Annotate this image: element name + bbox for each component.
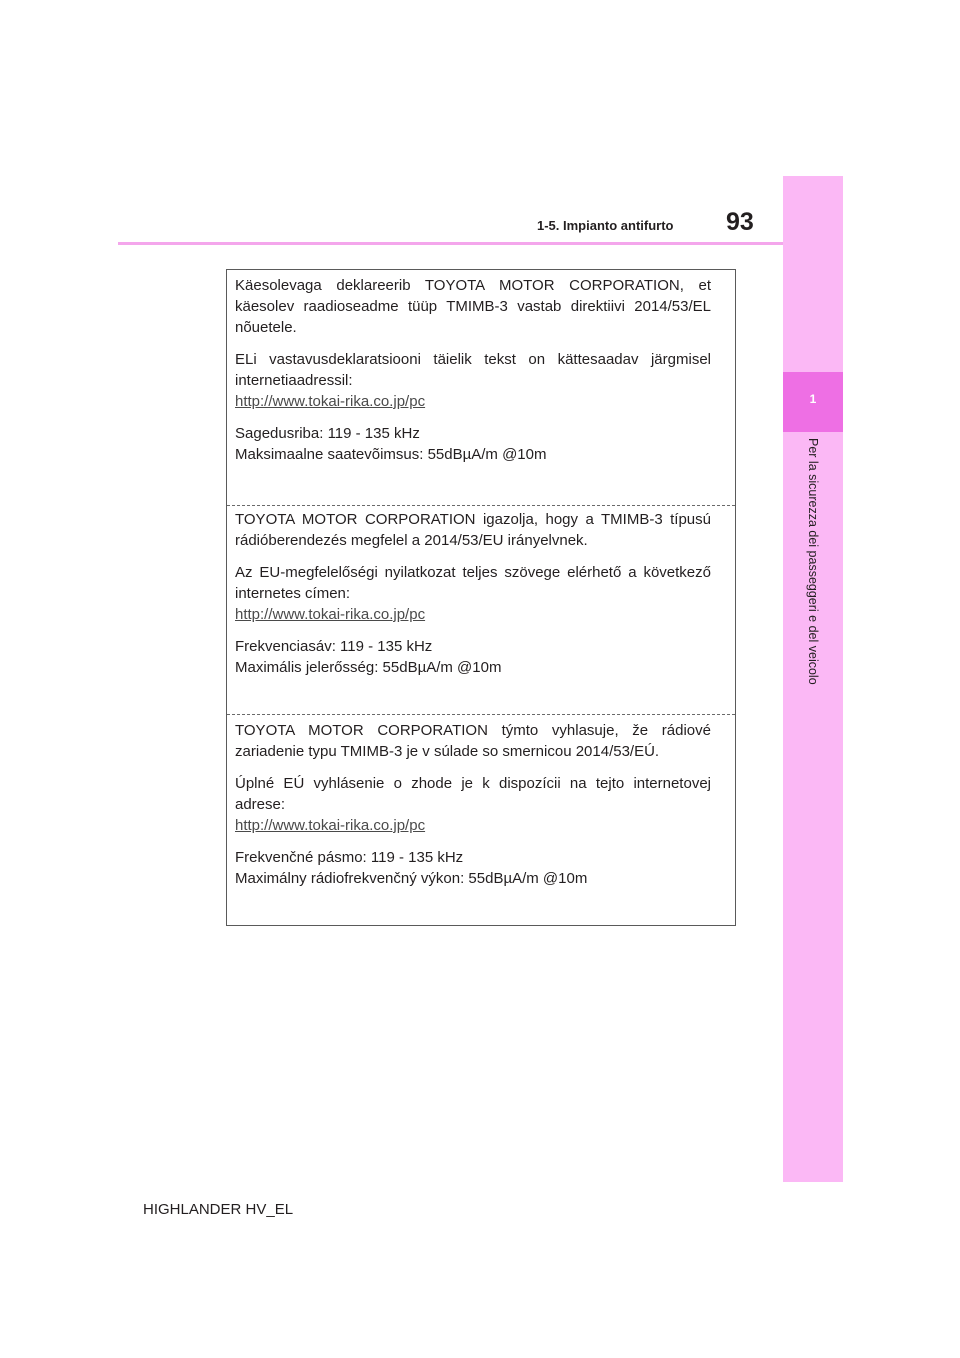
declaration-estonian [227,270,735,506]
declaration-intro: TOYOTA MOTOR CORPORATION igazolja, hogy a TMIMB-3 típusú rádióberendezés megfelel a 2014/53/EU irányelvnek. [235,511,711,549]
max-power: Maksimaalne saatevõimsus: 55dBµA/m @10m [235,446,547,463]
declaration-intro: TOYOTA MOTOR CORPORATION týmto vyhlasuje, že rádiové zariadenie typu TMIMB-3 je v súlade so smernicou 2014/53/EÚ. [235,722,711,760]
frequency-band: Sagedusriba: 119 - 135 kHz [235,425,420,442]
declaration-hungarian [227,506,735,715]
declaration-availability: Az EU-megfelelőségi nyilatkozat teljes szövege elérhető a következő internetes címen: [235,564,711,602]
section-title: 1-5. Impianto antifurto [537,218,674,233]
max-power: Maximálny rádiofrekvenčný výkon: 55dBµA/m @10m [235,870,588,887]
declaration-availability: Úplné EÚ vyhlásenie o zhode je k dispozícii na tejto internetovej adrese: [235,775,711,813]
header-divider [118,242,783,245]
footer-model-name: HIGHLANDER HV_EL [143,1201,294,1218]
declaration-url-link[interactable]: http://www.tokai-rika.co.jp/pc [235,606,426,623]
chapter-label: Per la sicurezza dei passeggeri e del veicolo [806,438,820,685]
frequency-band: Frekvenčné pásmo: 119 - 135 kHz [235,849,464,866]
max-power: Maximális jelerősség: 55dBµA/m @10m [235,659,502,676]
page-number: 93 [726,208,754,236]
declaration-slovak [227,715,735,925]
declaration-intro: Käesolevaga deklareerib TOYOTA MOTOR CORPORATION, et käesolev raadioseadme tüüp TMIMB-3 vastab direktiivi 2014/53/EL nõuetele. [235,277,711,336]
frequency-band: Frekvenciasáv: 119 - 135 kHz [235,638,433,655]
chapter-number: 1 [809,392,817,406]
declaration-availability: ELi vastavusdeklaratsiooni täielik tekst on kättesaadav järgmisel internetiaadressil: [235,351,711,389]
declaration-url-link[interactable]: http://www.tokai-rika.co.jp/pc [235,393,426,410]
declaration-url-link[interactable]: http://www.tokai-rika.co.jp/pc [235,817,426,834]
declaration-box [226,269,736,926]
